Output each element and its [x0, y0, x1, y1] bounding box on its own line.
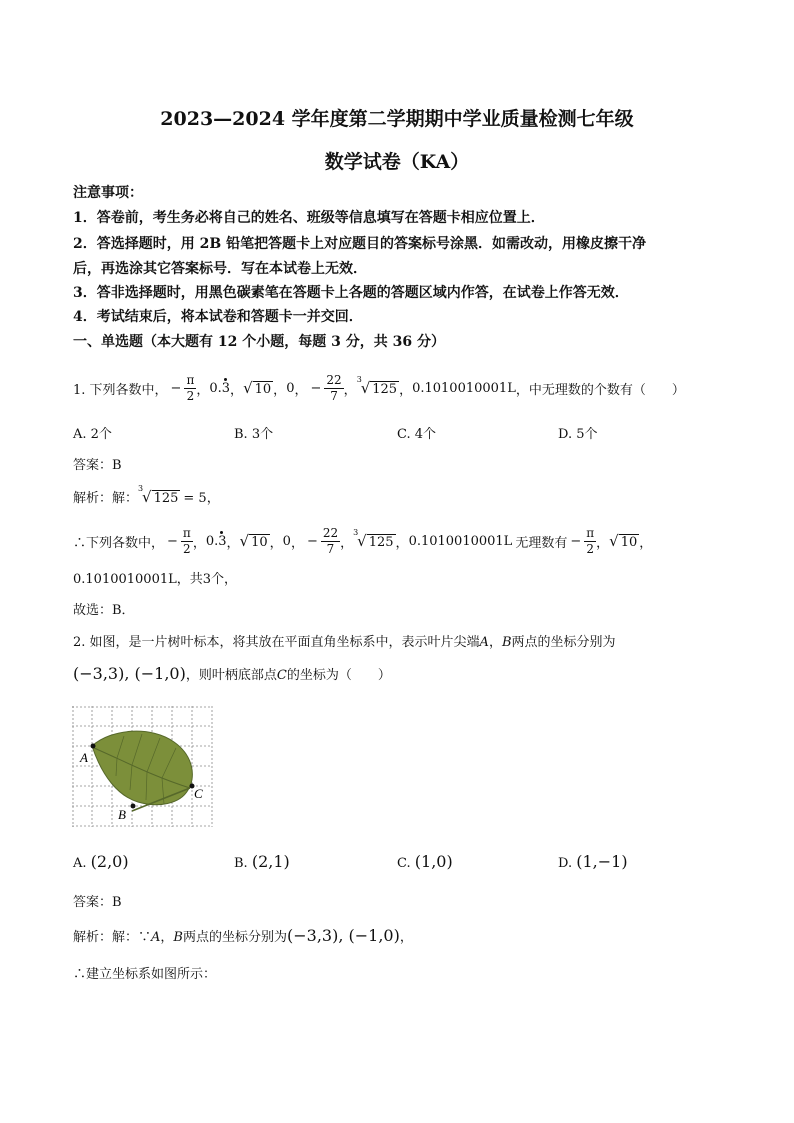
comma: ， — [160, 930, 174, 945]
cbrt-125 — [356, 375, 399, 397]
point-b-label: B — [501, 635, 512, 650]
sqrt-10 — [240, 532, 270, 550]
q1-option-c[interactable]: C. 4个 — [397, 427, 437, 442]
analysis-mid: 两点的坐标分别为 — [182, 930, 287, 945]
numerator: 22 — [326, 372, 342, 387]
q1-option-d[interactable]: D. 5个 — [558, 427, 598, 442]
radicand: 10 — [620, 535, 638, 550]
radical-icon: √ — [357, 532, 367, 550]
radical-icon: √ — [239, 532, 250, 550]
root-index: 3 — [356, 375, 362, 384]
analysis-prefix: 解析：解：∵ — [73, 930, 152, 945]
note-item-3: 3．答非选择题时，用黑色碳素笔在答题卡上各题的答题区域内作答，在试卷上作答无效． — [73, 285, 629, 301]
repeating-decimal — [209, 381, 230, 396]
option-letter: C. — [397, 856, 411, 871]
cbrt-125 — [138, 483, 180, 506]
option-letter: A. — [73, 856, 87, 871]
numerator: π — [586, 525, 595, 540]
q2-answer: 答案：B — [73, 895, 122, 910]
fraction-pi-over-2 — [584, 526, 596, 557]
decimal-part: 0. — [209, 380, 222, 396]
irrational-label: 无理数有 — [515, 535, 568, 551]
repeating-digit: 3 — [218, 533, 227, 549]
denominator: 7 — [330, 388, 338, 403]
fraction-22-over-7 — [321, 526, 340, 557]
option-value: (2,0) — [90, 852, 129, 871]
q2-stem-line1 — [73, 631, 616, 650]
page-title: 2023—2024 学年度第二学期期中学业质量检测七年级 — [160, 108, 634, 130]
label-b: B — [118, 807, 126, 822]
comma: ， — [596, 535, 610, 551]
minus-sign: − — [570, 533, 582, 549]
repeating-decimal — [206, 534, 227, 549]
conclusion-prefix: ∴下列各数中， — [73, 535, 165, 551]
leaf-figure — [72, 706, 214, 828]
q1-suffix: ，中无理数的个数有（ ） — [515, 382, 685, 398]
option-value: (2,1) — [251, 852, 290, 871]
comma: ， — [399, 382, 413, 398]
q2-option-c[interactable] — [397, 852, 453, 871]
q1-stem — [73, 368, 685, 408]
label-a: A — [80, 750, 88, 765]
option-value: (1,0) — [414, 852, 453, 871]
note-item-2: 2．答选择题时，用 2B 铅笔把答题卡上对应题目的答案标号涂黑．如需改动，用橡皮擦干净 — [73, 236, 647, 252]
zero: 0 — [286, 380, 295, 396]
note-item-4: 4．考试结束后，将本试卷和答题卡一并交回． — [73, 309, 363, 325]
comma: ， — [343, 382, 357, 398]
comma: ， — [269, 535, 283, 551]
q1-option-b[interactable]: B. 3个 — [234, 427, 274, 442]
q2-option-b[interactable] — [234, 852, 290, 871]
q1-conclusion-line3: 0.1010010001L，共3个， — [73, 572, 238, 587]
sqrt-10 — [243, 379, 273, 397]
numerator: 22 — [322, 525, 339, 540]
notes-heading: 注意事项： — [73, 185, 143, 201]
q2-analysis — [73, 926, 413, 945]
root-index: 3 — [353, 528, 359, 537]
comma: ， — [639, 535, 653, 551]
option-letter: D. — [558, 856, 573, 871]
option-value: (1,−1) — [576, 852, 628, 871]
comma: ， — [230, 382, 244, 398]
point-a-label: A — [151, 930, 161, 945]
long-decimal: 0.1010010001L — [412, 380, 516, 396]
section-heading: 一、单选题（本大题有 12 个小题，每题 3 分，共 36 分） — [73, 334, 445, 350]
q2-stem-text: 2. 如图，是一片树叶标本，将其放在平面直角坐标系中，表示叶片尖端 — [73, 635, 480, 650]
point-b-label: B — [173, 930, 183, 945]
q2-last-line: ∴建立坐标系如图所示： — [73, 967, 217, 982]
fraction-22-over-7 — [324, 373, 343, 404]
fraction-pi-over-2 — [184, 373, 196, 404]
analysis-label: 解析：解： — [73, 491, 139, 506]
root-index: 3 — [138, 483, 144, 493]
q1-answer: 答案：B — [73, 458, 122, 473]
point-a-label: A — [479, 635, 489, 650]
comma: ， — [226, 535, 240, 551]
note-item-1: 1．答卷前，考生务必将自己的姓名、班级等信息填写在答题卡相应位置上． — [73, 210, 545, 226]
q1-analysis — [73, 483, 220, 506]
note-item-2-cont: 后，再选涂其它答案标号．写在本试卷上无效． — [73, 261, 367, 277]
q2-stem-text: ，则叶柄底部点 — [185, 668, 277, 683]
q2-stem-text-end: 的坐标为（ ） — [286, 668, 391, 683]
decimal-part: 0. — [205, 533, 219, 549]
radicand: 125 — [372, 382, 398, 397]
page-subtitle: 数学试卷（KA） — [324, 151, 470, 173]
radicand: 125 — [368, 535, 394, 550]
cbrt-125 — [353, 528, 395, 550]
comma: ， — [196, 382, 210, 398]
numerator: π — [186, 372, 195, 387]
q1-final: 故选：B． — [73, 603, 135, 618]
point-a — [91, 744, 96, 749]
point-c-label: C — [276, 668, 287, 683]
comma: ， — [192, 535, 206, 551]
minus-sign: − — [310, 380, 322, 396]
coordinates: (−3,3), (−1,0) — [73, 664, 186, 683]
q2-option-d[interactable] — [558, 852, 628, 871]
repeating-digit: 3 — [221, 380, 231, 396]
coordinates: (−3,3), (−1,0) — [287, 926, 400, 945]
q2-stem-text-end: 两点的坐标分别为 — [511, 635, 616, 650]
comma: ， — [290, 535, 304, 551]
analysis-equation: = 5， — [183, 491, 220, 506]
comma: ， — [273, 382, 287, 398]
long-decimal: 0.1010010001L — [408, 533, 513, 549]
q2-option-a[interactable] — [73, 852, 129, 871]
q1-prefix: 1. 下列各数中， — [73, 382, 168, 398]
radicand: 10 — [251, 535, 268, 550]
minus-sign: − — [167, 533, 178, 549]
radicand: 125 — [153, 490, 179, 506]
point-b — [131, 804, 136, 809]
denominator: 7 — [326, 541, 335, 556]
denominator: 2 — [183, 541, 191, 556]
comma: ， — [488, 635, 502, 650]
q1-conclusion — [73, 521, 652, 561]
sqrt-10 — [609, 532, 639, 550]
radical-icon: √ — [142, 487, 152, 506]
q1-option-a[interactable]: A. 2个 — [73, 427, 112, 442]
comma: ， — [340, 535, 354, 551]
radical-icon: √ — [360, 379, 371, 397]
minus-sign: − — [170, 380, 182, 396]
comma: ， — [294, 382, 308, 398]
fraction-pi-over-2 — [181, 526, 193, 557]
radicand: 10 — [254, 382, 272, 397]
radical-icon: √ — [243, 379, 253, 397]
minus-sign: − — [306, 533, 318, 549]
option-letter: B. — [234, 856, 248, 871]
q2-stem-line2 — [73, 664, 391, 683]
analysis-end: ， — [399, 930, 413, 945]
numerator: π — [182, 525, 191, 540]
denominator: 2 — [586, 541, 594, 556]
radical-icon: √ — [609, 532, 619, 550]
zero: 0 — [282, 533, 291, 549]
label-c: C — [194, 786, 203, 801]
denominator: 2 — [186, 388, 195, 403]
comma: ， — [395, 535, 409, 551]
